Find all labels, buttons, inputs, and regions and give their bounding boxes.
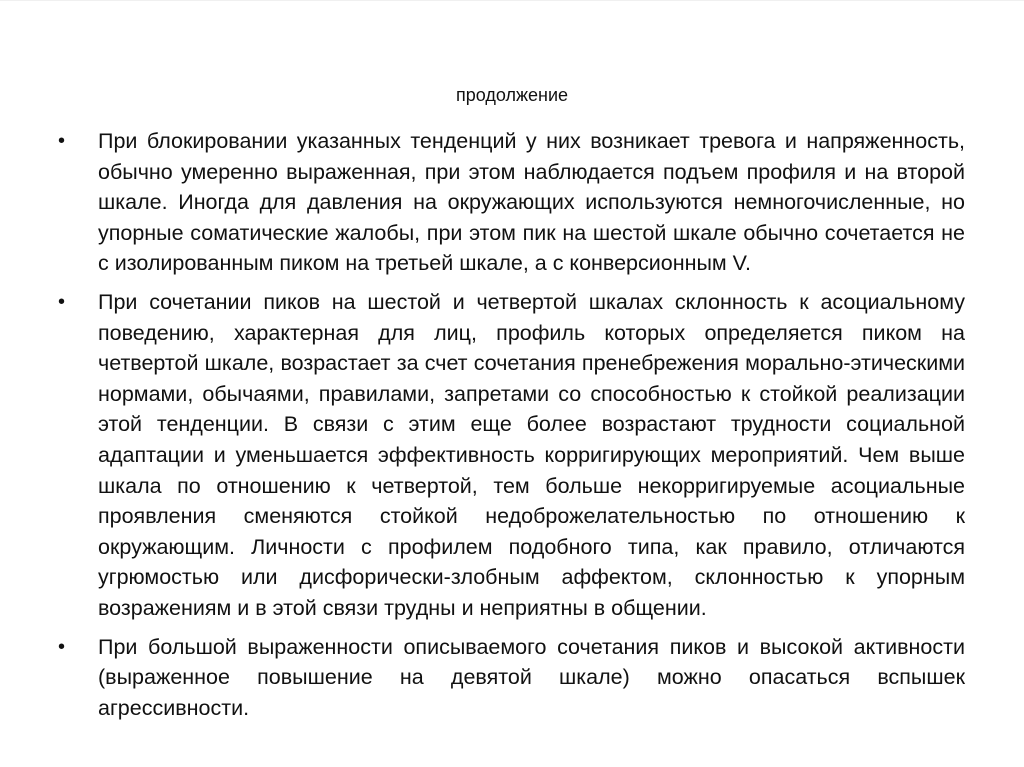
bullet-icon: • [58,130,66,152]
bullet-item [55,126,965,279]
bullet-icon: • [58,635,66,658]
bullet-icon: • [58,290,66,313]
bullet-text: При большой выраженности описываемого сочетания пиков и высокой активности (выраженное повышение на девятой шкале) можно опасаться вспышек агрессивности. [98,634,965,720]
bullet-list [55,126,965,731]
bullet-item [55,632,965,724]
bullet-text: При блокировании указанных тенденций у них возникает тревога и напряженность, обычно умеренно выраженная, при этом наблюдается подъем профиля и на второй шкале. Иногда для давления на окружающих используются немногочисленные, но упорные соматические жалобы, при этом пик на шестой шкале обычно сочетается не с изолированным пиком на третьей шкале, а с конверсионным V. [98,129,965,276]
bullet-item [55,287,965,624]
slide-title: продолжение [455,85,569,105]
bullet-text: При сочетании пиков на шестой и четвертой шкалах склонность к асоциальному поведению, характерная для лиц, профиль которых определяется пиком на четвертой шкале, возрастает за счет сочетания пренебрежения морально-этическими нормами, обычаями, правилами, запретами со способностью к стойкой реализации этой тенденции. В связи с этим еще более возрастают трудности социальной адаптации и уменьшается эффективность корригирующих мероприятий. Чем выше шкала по отношению к четвертой, тем больше некорригируемые асоциальные проявления сменяются стойкой недоброжелательностью по отношению к окружающим. Личности с профилем подобного типа, как правило, отличаются угрюмостью или дисфорически-злобным аффектом, склонностью к упорным возражениям и в этой связи трудны и неприятны в общении. [98,289,965,620]
